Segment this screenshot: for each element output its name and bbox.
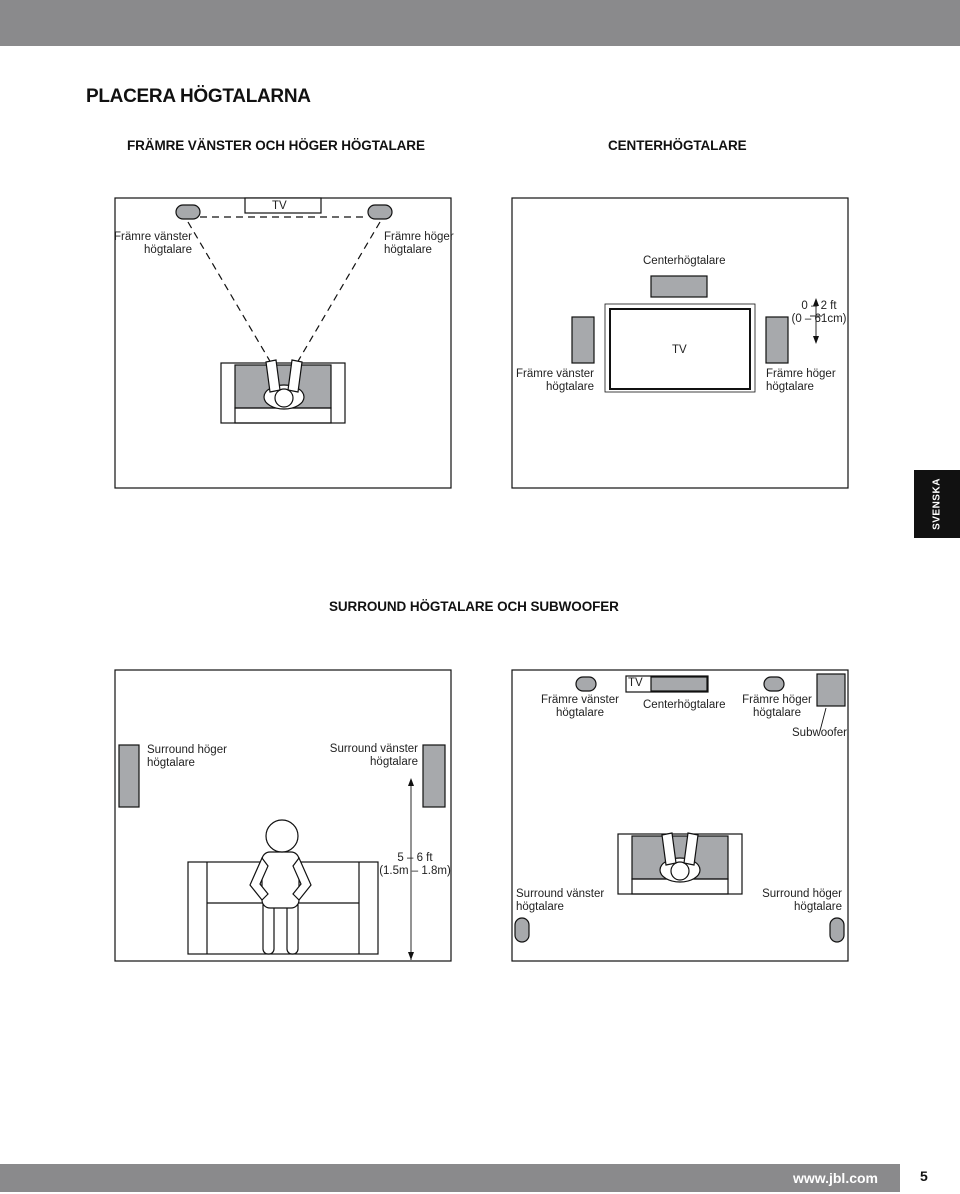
front-right-speaker bbox=[764, 677, 784, 691]
d2-tv-label: TV bbox=[672, 344, 687, 356]
d1-front-left-label: Främre vänster högtalare bbox=[114, 231, 192, 256]
d1-tv-label: TV bbox=[272, 200, 287, 212]
front-left-speaker bbox=[176, 205, 200, 219]
d4-subwoofer-label: Subwoofer bbox=[792, 727, 847, 739]
diagram-surround-side bbox=[115, 670, 451, 961]
center-speaker bbox=[651, 276, 707, 297]
listener-seat bbox=[618, 833, 742, 894]
d4-center-label: Centerhögtalare bbox=[643, 699, 726, 711]
surround-right-speaker bbox=[830, 918, 844, 942]
dashed-line-left bbox=[188, 222, 284, 385]
d4-front-right-label: Främre höger högtalare bbox=[742, 694, 812, 719]
subwoofer bbox=[817, 674, 845, 706]
room-outline bbox=[115, 670, 451, 961]
footer-bar bbox=[0, 1164, 900, 1192]
d4-front-left-label: Främre vänster högtalare bbox=[541, 694, 619, 719]
d4-surround-right-label: Surround höger högtalare bbox=[762, 888, 842, 913]
language-tab-label: SVENSKA bbox=[931, 478, 943, 530]
dashed-line-right bbox=[284, 222, 380, 385]
surround-left-speaker bbox=[515, 918, 529, 942]
language-tab bbox=[914, 470, 960, 538]
d3-surround-right-label: Surround höger högtalare bbox=[147, 744, 227, 769]
d4-tv-label: TV bbox=[628, 677, 643, 689]
surround-right-speaker bbox=[119, 745, 139, 807]
center-speaker bbox=[651, 677, 707, 691]
d1-front-right-label: Främre höger högtalare bbox=[384, 231, 454, 256]
section-title-surround: SURROUND HÖGTALARE OCH SUBWOOFER bbox=[329, 599, 619, 614]
front-left-speaker bbox=[576, 677, 596, 691]
d3-surround-left-label: Surround vänster högtalare bbox=[329, 743, 418, 768]
d2-distance-label: 0 – 2 ft (0 – 61cm) bbox=[791, 300, 847, 325]
d4-surround-left-label: Surround vänster högtalare bbox=[516, 888, 605, 913]
section-title-front: FRÄMRE VÄNSTER OCH HÖGER HÖGTALARE bbox=[127, 138, 425, 153]
section-title-center: CENTERHÖGTALARE bbox=[608, 138, 747, 153]
seated-person bbox=[250, 820, 311, 954]
d2-front-left-label: Främre vänster högtalare bbox=[516, 368, 594, 393]
page-title: PLACERA HÖGTALARNA bbox=[86, 86, 311, 107]
d2-front-right-label: Främre höger högtalare bbox=[766, 368, 836, 393]
front-right-speaker bbox=[368, 205, 392, 219]
diagram-center bbox=[512, 198, 848, 488]
listener-seat bbox=[221, 360, 345, 423]
surround-left-speaker bbox=[423, 745, 445, 807]
d3-distance-label: 5 – 6 ft (1.5m – 1.8m) bbox=[379, 852, 451, 877]
d2-center-label: Centerhögtalare bbox=[643, 255, 726, 267]
footer-url: www.jbl.com bbox=[792, 1170, 878, 1186]
front-left-speaker bbox=[572, 317, 594, 363]
front-right-speaker bbox=[766, 317, 788, 363]
page-number: 5 bbox=[920, 1168, 928, 1184]
